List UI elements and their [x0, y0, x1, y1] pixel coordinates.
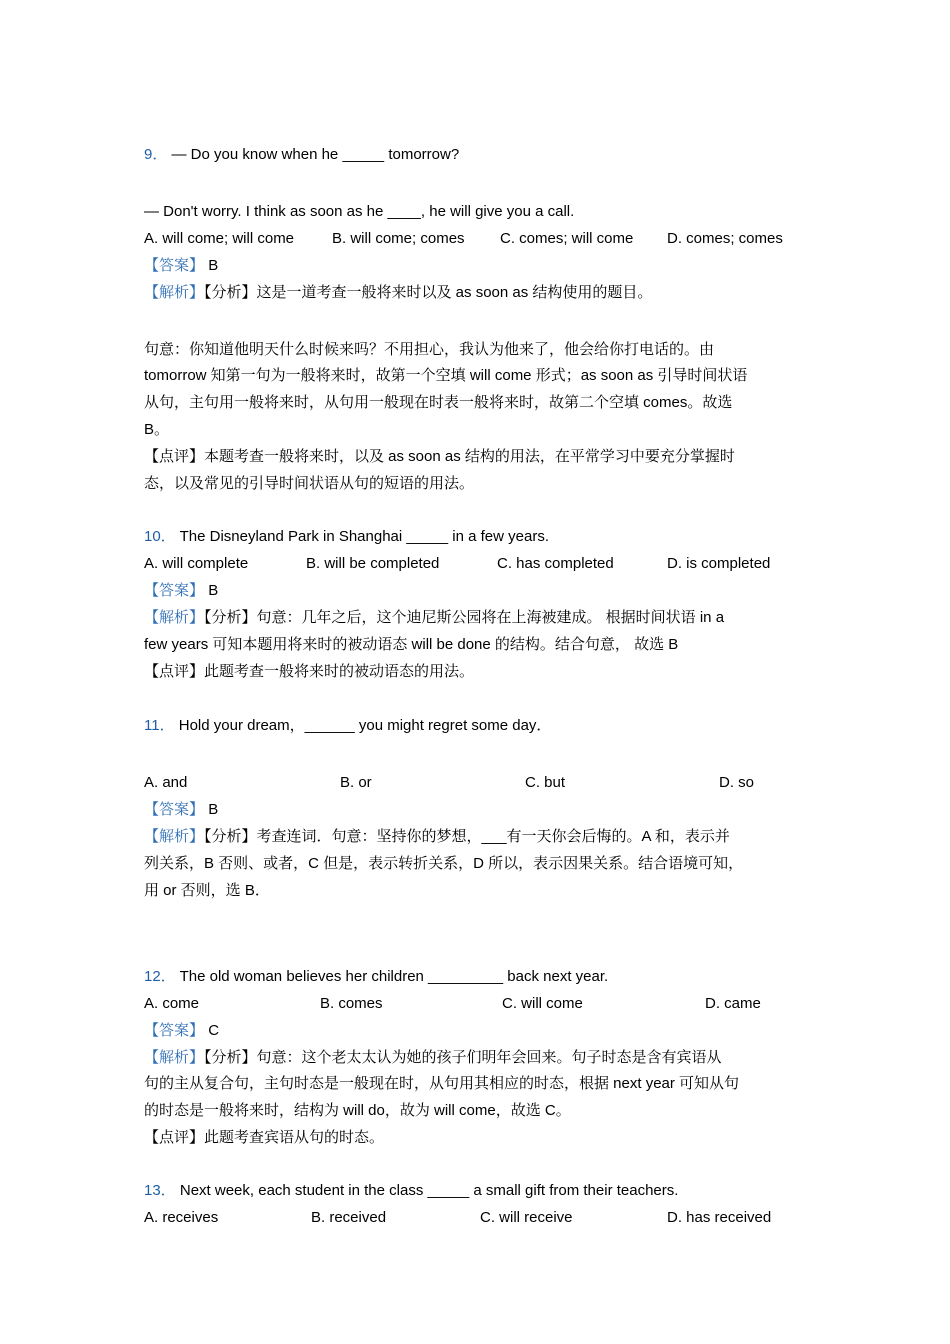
q12-stem-line	[144, 966, 608, 988]
q10-analysis-2: few years 可知本题用将来时的被动语态 will be done 的结构。结合句意， 故选 B	[144, 636, 679, 653]
q12-option-d: D. came	[705, 995, 761, 1012]
q11-answer-line	[144, 799, 218, 821]
q12-comment: 【点评】此题考查宾语从句的时态。	[144, 1129, 385, 1146]
q9-analysis: 【分析】这是一道考查一般将来时以及 as soon as 结构使用的题目。	[204, 284, 653, 301]
q10-option-a: A. will complete	[144, 555, 249, 572]
q11-analysis-line	[144, 826, 730, 848]
q12-stem: The old woman believes her children _________ back next year.	[179, 968, 609, 985]
q13-number: 13．	[144, 1182, 176, 1199]
q12-options	[144, 993, 808, 1015]
q11-options	[144, 772, 808, 794]
q12-option-b: B. comes	[320, 995, 383, 1012]
q13-option-c: C. will receive	[480, 1209, 573, 1226]
q11-stem-line	[144, 715, 551, 737]
q9-analysis-line	[144, 282, 652, 304]
q12-analysis-2: 句的主从复合句，主句时态是一般现在时，从句用其相应的时态，根据 next year 可知从句	[144, 1075, 740, 1092]
q9-meaning-2: tomorrow 知第一句为一般将来时，故第一个空填 will come 形式；as soon as 引导时间状语	[144, 367, 748, 384]
q10-option-d: D. is completed	[667, 555, 771, 572]
q9-analysis-label: 【解析】	[144, 284, 205, 301]
q11-analysis-2: 列关系，B 否则、或者，C 但是，表示转折关系，D 所以，表示因果关系。结合语境可知，	[144, 855, 744, 872]
q10-stem: The Disneyland Park in Shanghai _____ in a few years.	[179, 528, 549, 545]
q13-stem-line	[144, 1180, 678, 1202]
q11-option-b: B. or	[340, 774, 372, 791]
q11-number: 11．	[144, 717, 175, 734]
q9-reply: — Don't worry. I think as soon as he ____, he will give you a call.	[144, 203, 575, 220]
q11-option-a: A. and	[144, 774, 188, 791]
q12-option-a: A. come	[144, 995, 200, 1012]
q12-number: 12．	[144, 968, 176, 985]
q12-answer-label: 【答案】	[144, 1022, 205, 1039]
q9-stem-line	[144, 144, 459, 166]
q9-meaning-4: B。	[144, 421, 170, 438]
q11-answer: B	[208, 801, 219, 818]
q9-answer-line	[144, 255, 218, 277]
q12-answer: C	[208, 1022, 220, 1039]
q12-answer-line	[144, 1020, 219, 1042]
q9-comment-1: 【点评】本题考查一般将来时，以及 as soon as 结构的用法，在平常学习中要充分掌握时	[144, 448, 735, 465]
q11-answer-label: 【答案】	[144, 801, 205, 818]
q9-option-c: C. comes; will come	[500, 230, 634, 247]
q13-option-d: D. has received	[667, 1209, 772, 1226]
q13-option-a: A. receives	[144, 1209, 219, 1226]
q10-comment: 【点评】此题考查一般将来时的被动语态的用法。	[144, 663, 475, 680]
q10-option-c: C. has completed	[497, 555, 614, 572]
q10-analysis-1: 【分析】句意：几年之后，这个迪尼斯公园将在上海被建成。 根据时间状语 in a	[204, 609, 725, 626]
q10-answer-label: 【答案】	[144, 582, 205, 599]
q13-options	[144, 1207, 808, 1229]
q10-number: 10．	[144, 528, 176, 545]
q10-answer: B	[208, 582, 219, 599]
q9-meaning-3: 从句，主句用一般将来时，从句用一般现在时表一般将来时，故第二个空填 comes。故选	[144, 394, 733, 411]
q12-option-c: C. will come	[502, 995, 583, 1012]
q10-option-b: B. will be completed	[306, 555, 440, 572]
q13-option-b: B. received	[311, 1209, 387, 1226]
q9-answer-label: 【答案】	[144, 257, 205, 274]
q10-analysis-label: 【解析】	[144, 609, 205, 626]
q12-analysis-label: 【解析】	[144, 1049, 205, 1066]
q9-option-a: A. will come; will come	[144, 230, 295, 247]
q10-answer-line	[144, 580, 218, 602]
q9-comment-2: 态，以及常见的引导时间状语从句的短语的用法。	[144, 475, 475, 492]
q9-answer: B	[208, 257, 219, 274]
q13-stem: Next week, each student in the class _____ a small gift from their teachers.	[179, 1182, 679, 1199]
q9-option-b: B. will come; comes	[332, 230, 465, 247]
q11-stem: Hold your dream，______ you might regret some day．	[178, 717, 552, 734]
q11-analysis-label: 【解析】	[144, 828, 205, 845]
q11-option-d: D. so	[719, 774, 755, 791]
q10-stem-line	[144, 526, 549, 548]
q10-options	[144, 553, 808, 575]
q10-analysis-line	[144, 607, 724, 629]
q11-option-c: C. but	[525, 774, 566, 791]
q12-analysis-3: 的时态是一般将来时，结构为 will do，故为 will come，故选 C。	[144, 1102, 571, 1119]
q9-option-d: D. comes; comes	[667, 230, 783, 247]
q9-number: 9．	[144, 146, 168, 163]
q11-analysis-1: 【分析】考查连词．句意：坚持你的梦想，___有一天你会后悔的。A 和，表示并	[204, 828, 730, 845]
q9-meaning-1: 句意：你知道他明天什么时候来吗？不用担心，我认为他来了，他会给你打电话的。由	[144, 341, 715, 358]
q9-options	[144, 228, 808, 250]
q12-analysis-1: 【分析】句意：这个老太太认为她的孩子们明年会回来。句子时态是含有宾语从	[204, 1049, 722, 1066]
q12-analysis-line	[144, 1047, 722, 1069]
q11-analysis-3: 用 or 否则，选 B．	[144, 882, 270, 899]
q9-stem: — Do you know when he _____ tomorrow?	[171, 146, 460, 163]
